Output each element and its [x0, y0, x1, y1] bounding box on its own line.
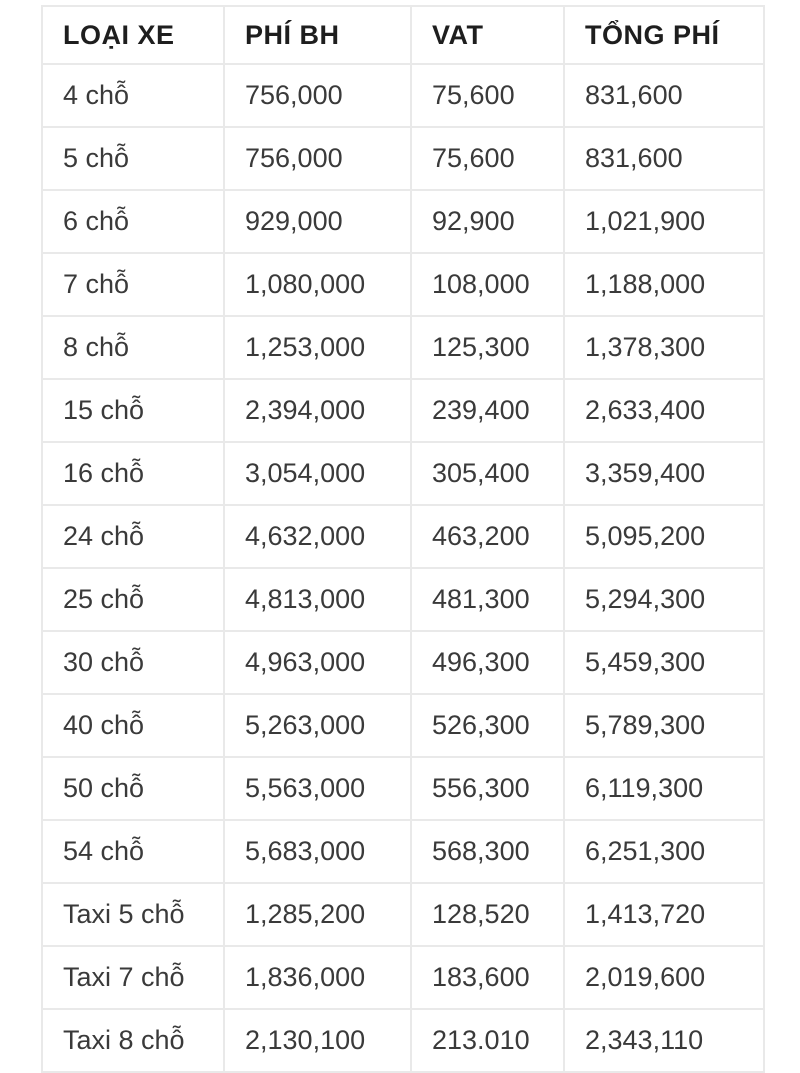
table-row — [42, 757, 764, 820]
vehicle-type-cell: 30 chỗ — [42, 631, 224, 694]
insurance-fee-cell: 5,683,000 — [224, 820, 411, 883]
table-row — [42, 631, 764, 694]
insurance-fee-cell: 929,000 — [224, 190, 411, 253]
table-row — [42, 568, 764, 631]
vat-cell: 213.010 — [411, 1009, 564, 1072]
insurance-fee-cell: 4,632,000 — [224, 505, 411, 568]
vat-cell: 463,200 — [411, 505, 564, 568]
insurance-fee-cell: 1,253,000 — [224, 316, 411, 379]
vat-cell: 556,300 — [411, 757, 564, 820]
vehicle-type-cell: Taxi 5 chỗ — [42, 883, 224, 946]
vat-cell: 183,600 — [411, 946, 564, 1009]
total-fee-cell: 5,294,300 — [564, 568, 764, 631]
insurance-fee-cell: 4,813,000 — [224, 568, 411, 631]
vat-cell: 496,300 — [411, 631, 564, 694]
table-row — [42, 505, 764, 568]
total-fee-cell: 2,019,600 — [564, 946, 764, 1009]
total-fee-cell: 1,021,900 — [564, 190, 764, 253]
insurance-fee-cell: 4,963,000 — [224, 631, 411, 694]
total-fee-cell: 1,378,300 — [564, 316, 764, 379]
total-fee-cell: 1,188,000 — [564, 253, 764, 316]
vehicle-type-cell: 40 chỗ — [42, 694, 224, 757]
insurance-fee-cell: 3,054,000 — [224, 442, 411, 505]
vat-cell: 568,300 — [411, 820, 564, 883]
column-header-insurance-fee: PHÍ BH — [224, 6, 411, 64]
insurance-fee-cell: 2,394,000 — [224, 379, 411, 442]
table-row — [42, 946, 764, 1009]
total-fee-cell: 2,343,110 — [564, 1009, 764, 1072]
vehicle-type-cell: 50 chỗ — [42, 757, 224, 820]
insurance-fee-cell: 1,836,000 — [224, 946, 411, 1009]
vat-cell: 75,600 — [411, 127, 564, 190]
table-row — [42, 820, 764, 883]
vehicle-type-cell: 15 chỗ — [42, 379, 224, 442]
insurance-fee-cell: 756,000 — [224, 64, 411, 127]
vehicle-type-cell: 4 chỗ — [42, 64, 224, 127]
total-fee-cell: 5,459,300 — [564, 631, 764, 694]
total-fee-cell: 1,413,720 — [564, 883, 764, 946]
vat-cell: 305,400 — [411, 442, 564, 505]
total-fee-cell: 5,789,300 — [564, 694, 764, 757]
table-row — [42, 64, 764, 127]
vat-cell: 128,520 — [411, 883, 564, 946]
vat-cell: 75,600 — [411, 64, 564, 127]
table-header-row — [42, 6, 764, 64]
total-fee-cell: 6,119,300 — [564, 757, 764, 820]
vat-cell: 92,900 — [411, 190, 564, 253]
vehicle-type-cell: 25 chỗ — [42, 568, 224, 631]
insurance-fee-cell: 2,130,100 — [224, 1009, 411, 1072]
vehicle-type-cell: 16 chỗ — [42, 442, 224, 505]
table-row — [42, 1009, 764, 1072]
insurance-fee-cell: 5,563,000 — [224, 757, 411, 820]
vehicle-type-cell: 8 chỗ — [42, 316, 224, 379]
total-fee-cell: 6,251,300 — [564, 820, 764, 883]
total-fee-cell: 2,633,400 — [564, 379, 764, 442]
vat-cell: 481,300 — [411, 568, 564, 631]
column-header-vat: VAT — [411, 6, 564, 64]
vat-cell: 526,300 — [411, 694, 564, 757]
total-fee-cell: 5,095,200 — [564, 505, 764, 568]
vehicle-type-cell: Taxi 8 chỗ — [42, 1009, 224, 1072]
table-row — [42, 379, 764, 442]
table-row — [42, 442, 764, 505]
vehicle-type-cell: 7 chỗ — [42, 253, 224, 316]
column-header-vehicle-type: LOẠI XE — [42, 6, 224, 64]
table-row — [42, 316, 764, 379]
total-fee-cell: 831,600 — [564, 64, 764, 127]
table-row — [42, 190, 764, 253]
insurance-fee-cell: 1,080,000 — [224, 253, 411, 316]
vehicle-type-cell: 54 chỗ — [42, 820, 224, 883]
insurance-fee-cell: 1,285,200 — [224, 883, 411, 946]
table-row — [42, 883, 764, 946]
vat-cell: 125,300 — [411, 316, 564, 379]
vehicle-type-cell: 5 chỗ — [42, 127, 224, 190]
total-fee-cell: 831,600 — [564, 127, 764, 190]
vehicle-type-cell: Taxi 7 chỗ — [42, 946, 224, 1009]
table-row — [42, 694, 764, 757]
insurance-fee-cell: 5,263,000 — [224, 694, 411, 757]
vehicle-type-cell: 6 chỗ — [42, 190, 224, 253]
vat-cell: 239,400 — [411, 379, 564, 442]
column-header-total-fee: TỔNG PHÍ — [564, 6, 764, 64]
vehicle-type-cell: 24 chỗ — [42, 505, 224, 568]
insurance-fee-table — [41, 5, 765, 1073]
table-row — [42, 127, 764, 190]
vat-cell: 108,000 — [411, 253, 564, 316]
insurance-fee-cell: 756,000 — [224, 127, 411, 190]
total-fee-cell: 3,359,400 — [564, 442, 764, 505]
table-row — [42, 253, 764, 316]
